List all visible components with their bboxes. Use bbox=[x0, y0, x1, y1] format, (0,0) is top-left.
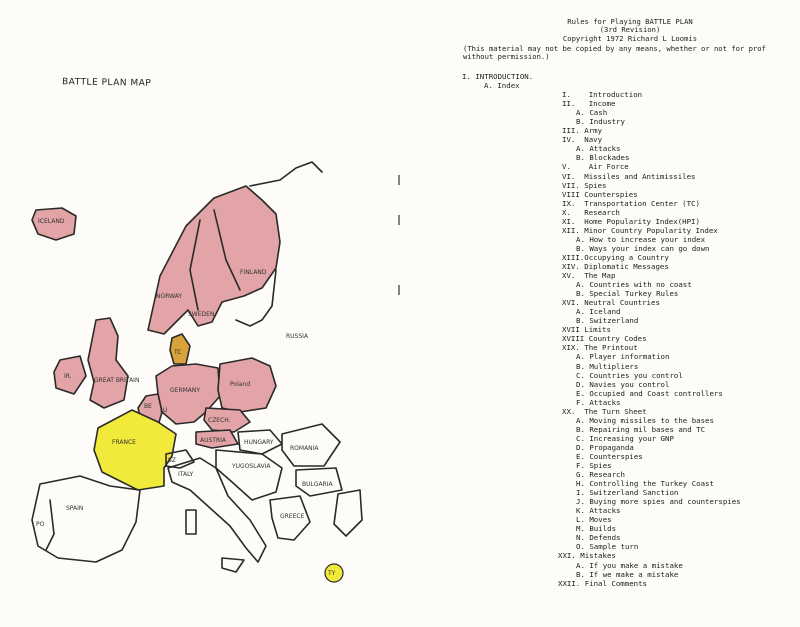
outline-item: B. Ways your index can go down bbox=[576, 243, 710, 253]
outline-item: B. Industry bbox=[576, 117, 625, 127]
outline-item: J. Buying more spies and counterspies bbox=[576, 497, 741, 507]
outline-item: K. Attacks bbox=[576, 506, 621, 516]
outline-item: XI. Home Popularity Index(HPI) bbox=[562, 216, 700, 226]
outline-item: IV. Navy bbox=[562, 135, 603, 145]
outline-item: N. Defends bbox=[576, 533, 621, 543]
outline-item: L. Moves bbox=[576, 515, 612, 525]
outline-item: VIII Counterspies bbox=[562, 189, 638, 199]
label-austria: AUSTRIA bbox=[200, 437, 227, 444]
label-portugal: PO bbox=[36, 521, 45, 528]
outline-item: B. Switzerland bbox=[576, 316, 639, 326]
outline-item: M. Builds bbox=[576, 524, 617, 534]
outline-item: A. Attacks bbox=[576, 144, 621, 154]
outline-item: X. Research bbox=[562, 207, 620, 217]
outline-item: G. Research bbox=[576, 470, 625, 480]
notice-line-1: (This material may not be copied by any means, whether or not for prof bbox=[463, 44, 766, 53]
outline-item: XXII. Final Comments bbox=[558, 578, 647, 588]
label-tc: TC bbox=[174, 349, 182, 356]
outline-index: A. Index bbox=[484, 81, 520, 91]
label-iceland: ICELAND bbox=[38, 218, 65, 225]
outline-item: XVI. Neutral Countries bbox=[562, 298, 660, 308]
outline-item: XII. Minor Country Popularity Index bbox=[562, 225, 718, 235]
outline-item: C. Countries you control bbox=[576, 370, 683, 380]
label-ireland: IR. bbox=[64, 373, 72, 380]
label-spain: SPAIN bbox=[66, 505, 84, 512]
label-bulgaria: BULGARIA bbox=[302, 481, 333, 488]
sardinia-shape bbox=[186, 510, 196, 534]
rules-revision: (3rd Revision) bbox=[599, 25, 661, 35]
label-hungary: HUNGARY bbox=[244, 439, 274, 446]
europe-map bbox=[0, 150, 400, 605]
outline-item: E. Counterspies bbox=[576, 451, 643, 461]
outline-item: XVII Limits bbox=[562, 325, 611, 335]
outline-item: VI. Missiles and Antimissiles bbox=[562, 171, 696, 181]
label-italy: ITALY bbox=[178, 471, 194, 478]
outline-item: XXI. Mistakes bbox=[558, 551, 616, 561]
outline-item: XIX. The Printout bbox=[562, 343, 638, 353]
outline-item: B. If we make a mistake bbox=[576, 569, 679, 579]
rules-outline bbox=[462, 72, 792, 588]
label-switz: SZ bbox=[168, 457, 176, 464]
outline-intro: I. INTRODUCTION. bbox=[462, 72, 534, 81]
label-russia: RUSSIA bbox=[286, 333, 309, 340]
arctic-coast-line bbox=[250, 162, 322, 186]
outline-item: II. Income bbox=[562, 99, 616, 109]
outline-item: D. Navies you control bbox=[576, 379, 670, 389]
turkey-shape bbox=[334, 490, 362, 536]
copy-notice bbox=[463, 45, 798, 62]
outline-item: VII. Spies bbox=[562, 180, 607, 190]
outline-item: XX. The Turn Sheet bbox=[562, 406, 647, 416]
outline-item: I. Switzerland Sanction bbox=[576, 488, 679, 498]
outline-item: C. Increasing your GNP bbox=[576, 433, 674, 443]
sicily-shape bbox=[222, 558, 244, 572]
outline-item: D. Propaganda bbox=[576, 442, 634, 452]
label-britain: GREAT BRITAIN bbox=[94, 377, 140, 384]
rules-header bbox=[470, 18, 790, 43]
france-shape bbox=[94, 410, 176, 490]
outline-item: F. Spies bbox=[576, 461, 612, 471]
outline-item: XIII.Occupying a Country bbox=[562, 252, 669, 262]
label-yugoslavia: YUGOSLAVIA bbox=[232, 463, 271, 470]
label-norway: NORWAY bbox=[156, 293, 183, 300]
label-france: FRANCE bbox=[112, 439, 136, 446]
outline-item: IX. Transportation Center (TC) bbox=[562, 198, 700, 208]
outline-item: B. Special Turkey Rules bbox=[576, 289, 679, 299]
outline-item: E. Occupied and Coast controllers bbox=[576, 388, 723, 398]
outline-item: F. Attacks bbox=[576, 397, 621, 407]
outline-item: A. How to increase your index bbox=[576, 234, 706, 244]
turkey-stamp-label: TY bbox=[328, 570, 336, 577]
outline-item: H. Controlling the Turkey Coast bbox=[576, 479, 714, 489]
outline-item: XIV. Diplomatic Messages bbox=[562, 261, 669, 271]
outline-item: XV. The Map bbox=[562, 271, 616, 281]
label-belgium: BE bbox=[144, 403, 152, 410]
label-finland: FINLAND bbox=[240, 269, 267, 276]
label-romania: ROMANIA bbox=[290, 445, 319, 452]
outline-item: B. Multipliers bbox=[576, 361, 639, 371]
outline-item: A. Countries with no coast bbox=[576, 280, 692, 290]
label-czech: CZECH. bbox=[208, 417, 231, 424]
label-greece: GREECE bbox=[280, 513, 305, 520]
map-title: BATTLE PLAN MAP bbox=[61, 77, 152, 89]
outline-item: O. Sample turn bbox=[576, 542, 639, 552]
outline-item: III. Army bbox=[562, 126, 603, 136]
label-lux: LU bbox=[160, 407, 168, 414]
label-germany: GERMANY bbox=[170, 387, 201, 394]
outline-item: A. Player information bbox=[576, 352, 670, 362]
margin-marks bbox=[395, 175, 403, 315]
outline-item: A. Moving missiles to the bases bbox=[576, 415, 714, 425]
outline-item: A. If you make a mistake bbox=[576, 560, 683, 570]
outline-item: A. Iceland bbox=[576, 307, 621, 317]
britain-shape bbox=[88, 318, 128, 408]
outline-item: XVIII Country Codes bbox=[562, 334, 647, 344]
outline-item: B. Blockades bbox=[576, 153, 630, 163]
outline-item: V. Air Force bbox=[562, 162, 629, 172]
notice-line-2: without permission.) bbox=[463, 52, 550, 62]
outline-item: A. Cash bbox=[576, 108, 608, 118]
spain-portugal-border bbox=[46, 500, 54, 550]
rules-copyright: Copyright 1972 Richard L Loomis bbox=[562, 33, 698, 43]
rules-title: Rules for Playing BATTLE PLAN bbox=[567, 17, 693, 26]
iberia-shape bbox=[32, 476, 140, 562]
label-poland: Poland bbox=[230, 381, 251, 388]
label-sweden: SWEDEN bbox=[188, 311, 215, 318]
outline-item: B. Repairing mil bases and TC bbox=[576, 424, 706, 434]
outline-item: I. Introduction bbox=[562, 90, 643, 100]
